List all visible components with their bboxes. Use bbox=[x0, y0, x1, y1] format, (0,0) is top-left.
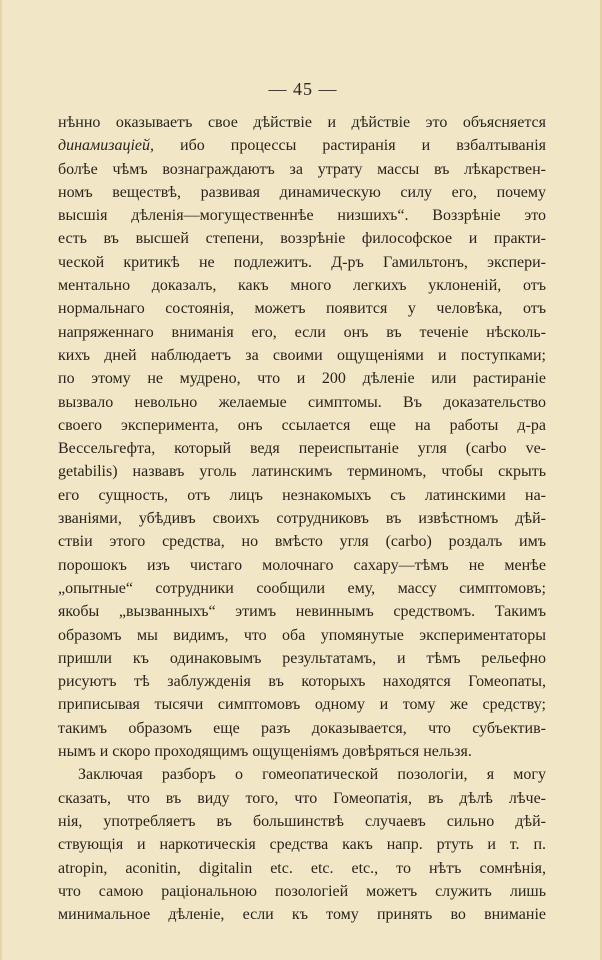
line-text: порошокъ изъ чистаго молочнаго сахару—тѣмъ не менѣе bbox=[58, 556, 546, 574]
text-line bbox=[58, 391, 546, 414]
line-text: высшія дѣленія—могущественнѣе низшихъ“. Воззрѣніе это bbox=[58, 207, 546, 225]
line-text: образомъ мы видимъ, что оба упомянутые экспериментаторы bbox=[58, 626, 546, 644]
text-line bbox=[58, 460, 546, 483]
line-text: нія, употребляетъ въ большинствѣ случаевъ сильно дѣй- bbox=[58, 812, 546, 830]
page-number: — 45 — bbox=[268, 79, 338, 99]
text-line bbox=[58, 507, 546, 530]
line-text: нѣнно оказываетъ свое дѣйствіе и дѣйствіе это объясняется bbox=[58, 114, 546, 131]
line-text: нымъ и скоро проходящимъ ощущеніямъ довѣряться нельзя. bbox=[58, 743, 472, 761]
text-line bbox=[58, 600, 546, 623]
line-text: „опытные“ сотрудники сообщили ему, массу симптомовъ; bbox=[58, 579, 546, 597]
line-text: сказать, что въ виду того, что Гомеопатія, въ дѣлѣ лѣче- bbox=[58, 789, 546, 807]
text-line bbox=[58, 344, 546, 367]
line-text: getabilis) назвавъ уголь латинскимъ терминомъ, чтобы скрыть bbox=[58, 463, 546, 481]
text-line bbox=[58, 787, 546, 810]
line-text: есть въ высшей степени, воззрѣніе философское и практи- bbox=[58, 230, 546, 248]
body-text bbox=[58, 111, 546, 926]
text-line bbox=[58, 903, 546, 926]
line-text: что самою раціональною позологіей можетъ служить лишь bbox=[58, 882, 546, 900]
line-text: ческой критикѣ не подлежитъ. Д-ръ Гамильтонъ, экспери- bbox=[58, 253, 546, 271]
text-line bbox=[58, 134, 546, 157]
line-text: номъ веществѣ, развивая динамическую силу его, почему bbox=[58, 183, 546, 201]
line-text: ствующія и наркотическія средства какъ напр. ртуть и т. п. bbox=[58, 836, 546, 854]
line-text: минимальное дѣленіе, если къ тому принять во вниманіе bbox=[58, 906, 546, 924]
text-line bbox=[58, 857, 546, 880]
line-text: по этому не мудрено, что и 200 дѣленіе или растираніе bbox=[58, 370, 546, 388]
text-line bbox=[58, 367, 546, 390]
line-text: ибо процессы растиранія и взбалтыванія bbox=[154, 137, 546, 155]
text-line bbox=[58, 251, 546, 274]
text-line bbox=[58, 880, 546, 903]
text-line bbox=[58, 204, 546, 227]
text-line bbox=[58, 763, 546, 786]
line-text: приписывая тысячи симптомовъ одному и тому же средству; bbox=[58, 696, 546, 714]
text-line bbox=[58, 158, 546, 181]
text-line bbox=[58, 833, 546, 856]
text-line bbox=[58, 227, 546, 250]
text-line bbox=[58, 577, 546, 600]
text-line bbox=[58, 810, 546, 833]
line-text: кихъ дней наблюдаетъ за своими ощущеніями и поступками; bbox=[58, 346, 546, 364]
text-line bbox=[58, 740, 546, 763]
text-line bbox=[58, 111, 546, 134]
line-text: вызвало невольно желаемые симптомы. Въ доказательство bbox=[58, 393, 546, 411]
line-text: якобы „вызванныхъ“ этимъ невиннымъ средствомъ. Такимъ bbox=[58, 603, 546, 621]
line-text: званіями, убѣдивъ своихъ сотрудниковъ въ извѣстномъ дѣй- bbox=[58, 510, 546, 528]
text-line bbox=[58, 554, 546, 577]
line-text: его сущность, отъ лицъ незнакомыхъ съ латинскими на- bbox=[58, 486, 546, 504]
text-line bbox=[58, 624, 546, 647]
line-text: Заключая разборъ о гомеопатической позологіи, я могу bbox=[78, 766, 546, 784]
text-line bbox=[58, 717, 546, 740]
text-line bbox=[58, 437, 546, 460]
line-text: atropin, aconitin, digitalin etc. etc. etc., то нѣтъ сомнѣнія, bbox=[58, 859, 546, 877]
line-text: напряженнаго вниманія его, если онъ въ теченіе нѣсколь- bbox=[58, 323, 546, 341]
text-line bbox=[58, 181, 546, 204]
line-text: нормальнаго состоянія, можетъ появится у человѣка, отъ bbox=[58, 300, 546, 318]
text-line bbox=[58, 693, 546, 716]
line-text: болѣе чѣмъ вознаграждаютъ за утрату массы въ лѣкарствен- bbox=[58, 160, 546, 178]
text-line bbox=[58, 670, 546, 693]
text-line bbox=[58, 530, 546, 553]
line-text: ментально доказалъ, какъ много легкихъ уклоненій, отъ bbox=[58, 277, 546, 295]
text-line bbox=[58, 647, 546, 670]
text-line bbox=[58, 414, 546, 437]
text-line bbox=[58, 274, 546, 297]
line-text: Вессельгефта, который ведя переиспытаніе угля (carbo ve- bbox=[58, 440, 546, 458]
text-line bbox=[58, 321, 546, 344]
line-text: своего эксперимента, онъ ссылается еще на работы д-ра bbox=[58, 416, 546, 434]
italic-term: динамизаціей, bbox=[58, 137, 155, 155]
text-line bbox=[58, 484, 546, 507]
line-text: такимъ образомъ еще разъ доказывается, что субъектив- bbox=[58, 719, 546, 737]
text-line bbox=[58, 297, 546, 320]
line-text: пришли къ одинаковымъ результатамъ, и тѣмъ рельефно bbox=[58, 649, 546, 667]
line-text: рисуютъ тѣ заблужденія въ которыхъ находятся Гомеопаты, bbox=[58, 673, 546, 691]
line-text: ствіи этого средства, но вмѣсто угля (carbo) роздалъ имъ bbox=[58, 533, 546, 551]
